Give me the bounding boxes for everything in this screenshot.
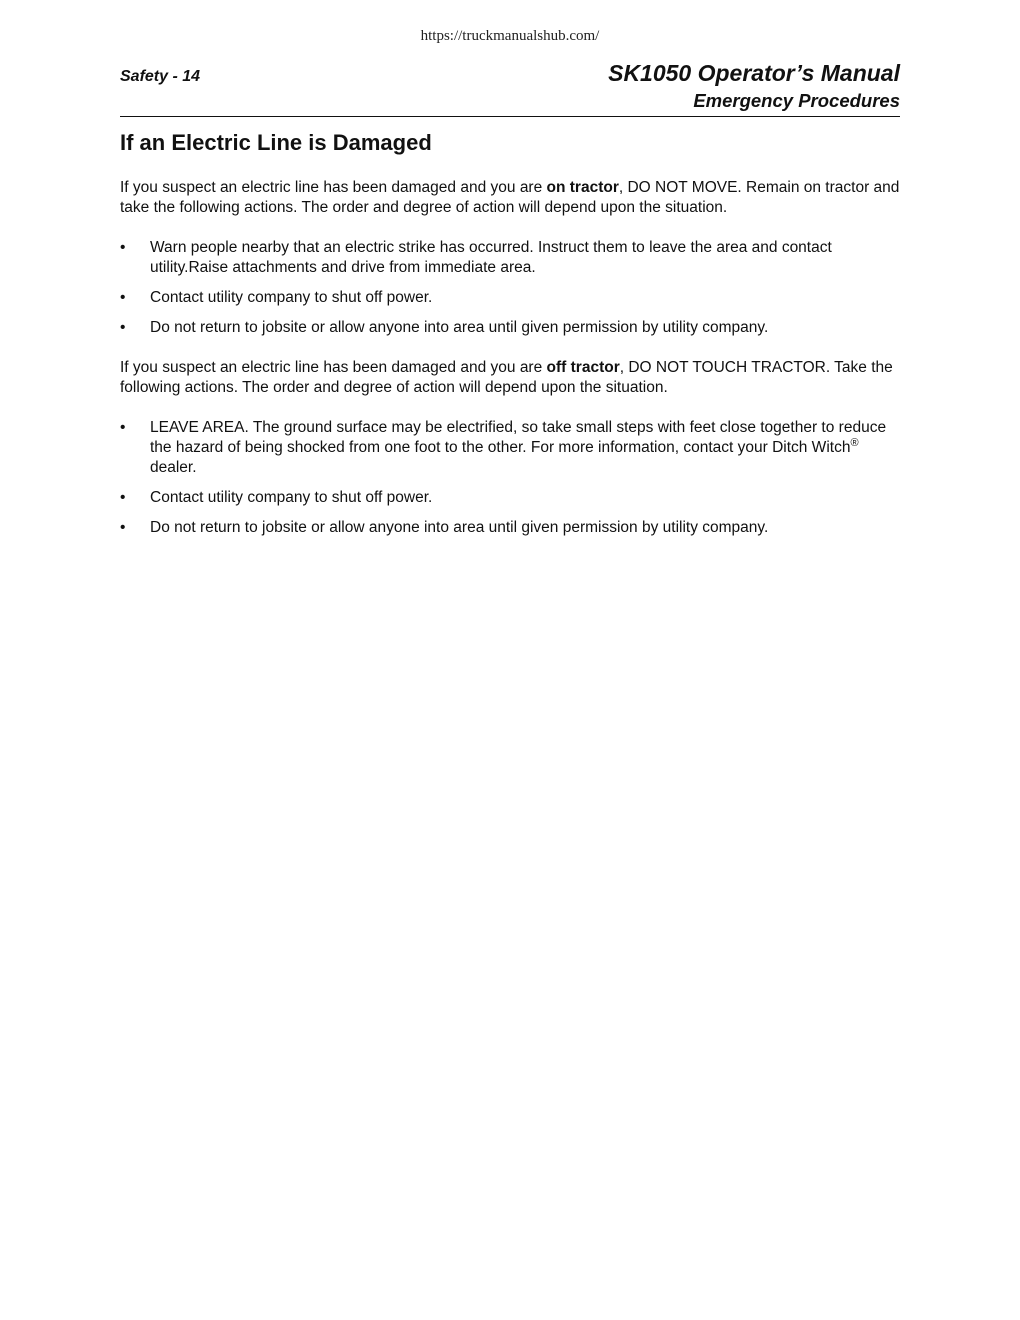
intro-text: If you suspect an electric line has been damaged and you are: [120, 359, 547, 376]
on-tractor-actions-list: [120, 238, 900, 338]
intro-text: If you suspect an electric line has been damaged and you are: [120, 179, 547, 196]
list-item: [120, 238, 900, 278]
list-item-text: Contact utility company to shut off power.: [150, 289, 433, 306]
list-item: [120, 518, 900, 538]
intro-emphasis: on tractor: [546, 179, 619, 196]
page-heading: If an Electric Line is Damaged: [120, 130, 432, 155]
list-item-text: Contact utility company to shut off power.: [150, 489, 433, 506]
list-item-text: Do not return to jobsite or allow anyone into area until given permission by utility company.: [150, 519, 769, 536]
intro-text: , DO NOT TOUCH TRACTOR. Take the following actions. The order and degree of action will depend upon the situation.: [120, 359, 893, 396]
off-tractor-actions-list: [120, 418, 900, 538]
list-item: [120, 288, 900, 308]
bullet-marker: •: [120, 489, 126, 506]
manual-title: SK1050 Operator’s Manual: [608, 60, 900, 86]
bullet-marker: •: [120, 419, 126, 436]
list-item-text: dealer.: [150, 459, 197, 476]
bullet-marker: •: [120, 319, 126, 336]
list-item: [120, 318, 900, 338]
intro-text: , DO NOT MOVE. Remain on tractor and take the following actions. The order and degree of action will depend upon the situation.: [120, 179, 900, 216]
intro-emphasis: off tractor: [546, 359, 620, 376]
bullet-marker: •: [120, 289, 126, 306]
list-item-text: Warn people nearby that an electric strike has occurred. Instruct them to leave the area and contact utility.Raise attachments and drive from immediate area.: [150, 239, 832, 276]
list-item: [120, 418, 900, 478]
section-page-label: Safety - 14: [120, 68, 201, 85]
bullet-marker: •: [120, 239, 126, 256]
list-item-text: LEAVE AREA. The ground surface may be electrified, so take small steps with feet close together to reduce the hazard of being shocked from one foot to the other. For more information, contact your Ditch Witch: [150, 419, 887, 456]
bullet-marker: •: [120, 519, 126, 536]
source-url: https://truckmanualshub.com/: [420, 28, 600, 44]
registered-mark: ®: [850, 436, 859, 449]
list-item: [120, 488, 900, 508]
list-item-text: Do not return to jobsite or allow anyone into area until given permission by utility company.: [150, 319, 769, 336]
page-content: [120, 128, 900, 558]
off-tractor-intro: [120, 358, 900, 398]
on-tractor-intro: [120, 178, 900, 218]
page-header: [120, 60, 900, 117]
chapter-subtitle: Emergency Procedures: [693, 90, 900, 111]
